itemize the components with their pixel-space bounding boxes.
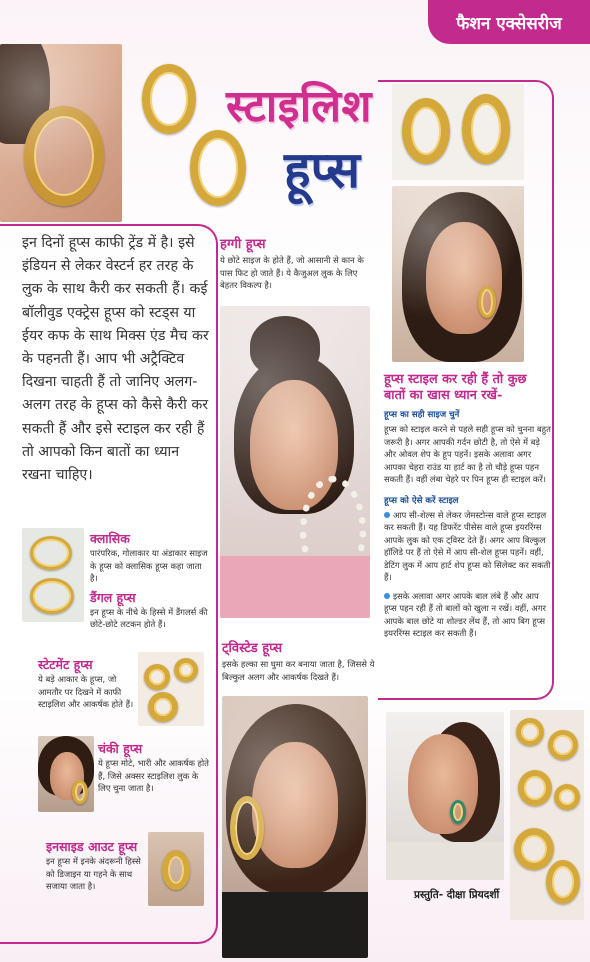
tip-how-text-1: आप सी-शेल्स से लेकर जेमस्टोन्स वाले हूप्स स्टाइल कर सकती हैं। यह डिफरेंट पीसेस वाले हूप्स इयररिंग्स आपके लुक को एक ट्विस्ट देते हैं। अगर आप बिल्कुल हॉलिडे पर हैं तो ऐसे में आप सी-शेल हूप्स पहनें। वहीं, डेटिंग लुक में आप हार्ट शेप हूप्स को सिलेक्ट कर सकती हैं। <box>384 509 551 582</box>
insideout-title: इनसाइड आउट हूप्स <box>46 839 138 854</box>
statement-title: स्टेटमेंट हूप्स <box>38 657 93 672</box>
twisted-title: ट्विस्टेड हूप्स <box>222 641 283 656</box>
photo-insideout-hoop <box>148 832 204 906</box>
dangle-text: इन हूप्स के नीचे के हिस्से में डैंगलर्स की छोटे-छोटे लटकन होते हैं। <box>90 606 208 629</box>
classic-text: पारंपरिक, गोलाकार या अंडाकार साइज के हूप्स को क्लासिक हूप्स कहा जाता है। <box>90 548 208 583</box>
title-line-2: हूप्स <box>284 141 361 199</box>
insideout-section <box>46 838 146 893</box>
tip-size-title: हूप्स का सही साइज चुनें <box>384 410 460 420</box>
bullet-icon <box>384 593 390 599</box>
photo-statement-hoops <box>138 652 204 726</box>
photo-hoops-collection <box>510 710 584 920</box>
credit-line: प्रस्तुति- दीक्षा प्रियदर्शी <box>414 889 500 901</box>
tip-how-text-2: इसके अलावा अगर आपके बाल लंबे हैं और आप हूप्स पहन रही हैं तो बालों को खुला न रखें। वहीं, अगर आपके बाल छोटे या शोल्डर लेंथ हैं, तो आप बिग हूप्स इयररिंग्स स्टाइल कर सकती हैं। <box>384 590 546 638</box>
tips-section <box>384 372 552 640</box>
statement-section <box>38 656 134 711</box>
photo-twisted-hoops-product <box>392 84 524 180</box>
photo-chunky-hoop-model <box>38 736 94 812</box>
tip-how-title: हूप्स को ऐसे करें स्टाइल <box>384 495 459 506</box>
huggie-title: हग्गी हूप्स <box>220 237 266 252</box>
bullet-icon <box>384 512 390 518</box>
intro-paragraph: इन दिनों हूप्स काफी ट्रेंड में है। इसे इंडियन से लेकर वेस्टर्न हर तरह के लुक के साथ कैरी कर सकती हैं। कई बॉलीवुड एक्ट्रेस हूप्स को स्टड्स या ईयर कफ के साथ मिक्स एंड मैच कर के पहनती हैं। आप भी अट्रैक्टिव दिखना चाहती हैं तो जानिए अलग-अलग तरह के हूप्स को कैसे कैरी कर सकती हैं और इसे स्टाइल कर रही हैं तो आपको किन बातों का ध्यान रखना चाहिए। <box>22 235 209 484</box>
insideout-text: इन हूप्स में इनके अंदरूनी हिस्से को डिजाइन या गहने के साथ सजाया जाता है। <box>46 856 141 891</box>
photo-model-hoop-right <box>392 186 524 362</box>
title-line-1: स्टाइलिश <box>226 81 372 132</box>
classic-title: क्लासिक <box>90 531 130 546</box>
tip-size-text: हूप्स को स्टाइल करने से पहले सही हूप्स को चुनना बहुत जरूरी है। अगर आपकी गर्दन छोटी है, तो ऐसे में बड़े और ओवल शेप के हूप पहनें। इसके अलावा अगर आपका चेहरा राउंड या हार्ट का है तो चौड़े हूप्स पहन सकती हैं। वहीं लंबा चेहरे पर पिन हूप्स ही स्टाइल करें। <box>384 424 551 484</box>
twisted-text: इसके हल्का सा घुमा कर बनाया जाता है, जिससे ये बिल्कुल अलग और आकर्षक दिखते हैं। <box>222 659 375 682</box>
photo-smiling-model <box>386 712 504 880</box>
photo-pearl-hoop-model <box>220 306 370 618</box>
dangle-title: डैंगल हूप्स <box>90 589 136 605</box>
classic-section <box>90 530 210 631</box>
tip-how-item-2 <box>384 590 552 640</box>
statement-text: ये बड़े आकार के हूप्स, जो आमतौर पर दिखने में काफी स्टाइलिश और आकर्षक होते हैं। <box>38 674 134 709</box>
chunky-title: चंकी हूप्स <box>98 741 143 756</box>
photo-classic-hoops <box>22 528 84 622</box>
huggie-section <box>220 234 370 292</box>
section-tag: फैशन एक्सेसरीज <box>428 0 590 44</box>
huggie-text: ये छोटे साइज के होते हैं, जो आसानी से कान के पास फिट हो जाते हैं। ये कैजुअल लुक के लिए बेहतर विकल्प है। <box>220 255 364 290</box>
tips-heading: हूप्स स्टाइल कर रही हैं तो कुछ बातों का खास ध्यान रखें- <box>384 372 527 403</box>
photo-gold-hoop-model <box>222 696 368 958</box>
chunky-section <box>98 740 210 795</box>
chunky-text: ये हूप्स मोटे, भारी और आकर्षक होते हैं, जिसे अक्सर स्टाइलिश लुक के लिए चुना जाता है। <box>98 758 209 793</box>
twisted-section <box>222 638 378 683</box>
tip-how-item-1 <box>384 509 552 584</box>
photo-ornate-earring <box>0 44 122 222</box>
